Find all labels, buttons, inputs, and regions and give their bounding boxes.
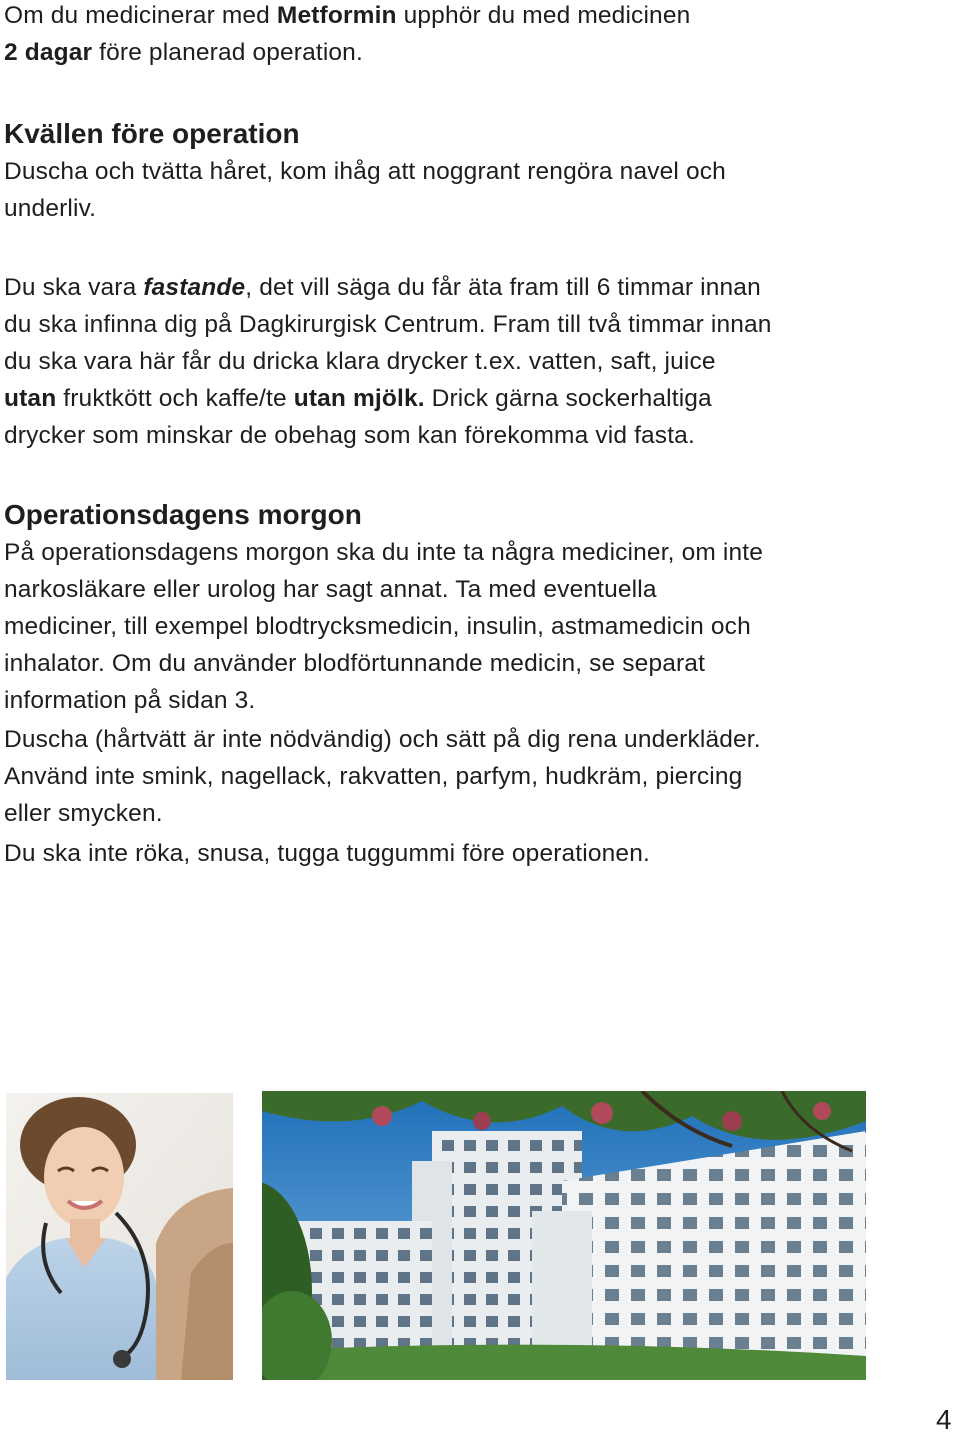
morning-p1-line-2: narkosläkare eller urolog har sagt annat. Ta med eventuella (4, 576, 657, 603)
fasting-line-3: du ska vara här får du dricka klara drycker t.ex. vatten, saft, juice (4, 348, 716, 375)
morning-p2-line-3: eller smycken. (4, 800, 163, 827)
fasting-utan: utan (4, 385, 57, 412)
morning-p2-line-2: Använd inte smink, nagellack, rakvatten, parfym, hudkräm, piercing (4, 763, 743, 790)
fasting-line-2: du ska infinna dig på Dagkirurgisk Centrum. Fram till två timmar innan (4, 311, 772, 338)
intro-drug-name: Metformin (276, 2, 397, 29)
intro-text-1: Om du medicinerar med (4, 2, 277, 29)
morning-p1-line-1: På operationsdagens morgon ska du inte ta några mediciner, om inte (4, 539, 763, 566)
fasting-text-2: , det vill säga du får äta fram till 6 timmar innan (245, 274, 761, 301)
fasting-paragraph (4, 269, 954, 454)
morning-p1-line-5: information på sidan 3. (4, 687, 256, 714)
fasting-utan-mjolk: utan mjölk. (293, 385, 425, 412)
doctor-photo (6, 1093, 233, 1380)
doctor-illustration (6, 1093, 233, 1380)
morning-paragraph-1 (4, 534, 954, 719)
evening-line-1: Duscha och tvätta håret, kom ihåg att noggrant rengöra navel och (4, 158, 726, 185)
fasting-text-3: fruktkött och kaffe/te (56, 385, 294, 412)
fasting-text-4: Drick gärna sockerhaltiga (424, 385, 712, 412)
evening-paragraph (4, 153, 954, 227)
morning-p2-line-1: Duscha (hårtvätt är inte nödvändig) och sätt på dig rena underkläder. (4, 726, 761, 753)
intro-text-2: upphör du med medicinen (396, 2, 691, 29)
morning-heading: Operationsdagens morgon (4, 499, 362, 530)
fasting-line-5: drycker som minskar de obehag som kan förekomma vid fasta. (4, 422, 695, 449)
evening-line-2: underliv. (4, 195, 97, 222)
intro-paragraph (4, 0, 954, 71)
intro-days: 2 dagar (4, 39, 93, 66)
page-number: 4 (936, 1404, 952, 1435)
fasting-keyword: fastande (143, 274, 246, 301)
evening-heading: Kvällen före operation (4, 118, 300, 149)
morning-paragraph-2 (4, 721, 954, 832)
fasting-text-1: Du ska vara (4, 274, 144, 301)
intro-text-3: före planerad operation. (92, 39, 363, 66)
morning-p1-line-3: mediciner, till exempel blodtrycksmedicin, insulin, astmamedicin och (4, 613, 751, 640)
hospital-photo (262, 1091, 866, 1380)
morning-p1-line-4: inhalator. Om du använder blodförtunnande medicin, se separat (4, 650, 706, 677)
hospital-illustration (262, 1091, 866, 1380)
morning-paragraph-3: Du ska inte röka, snusa, tugga tuggummi före operationen. (4, 840, 650, 867)
